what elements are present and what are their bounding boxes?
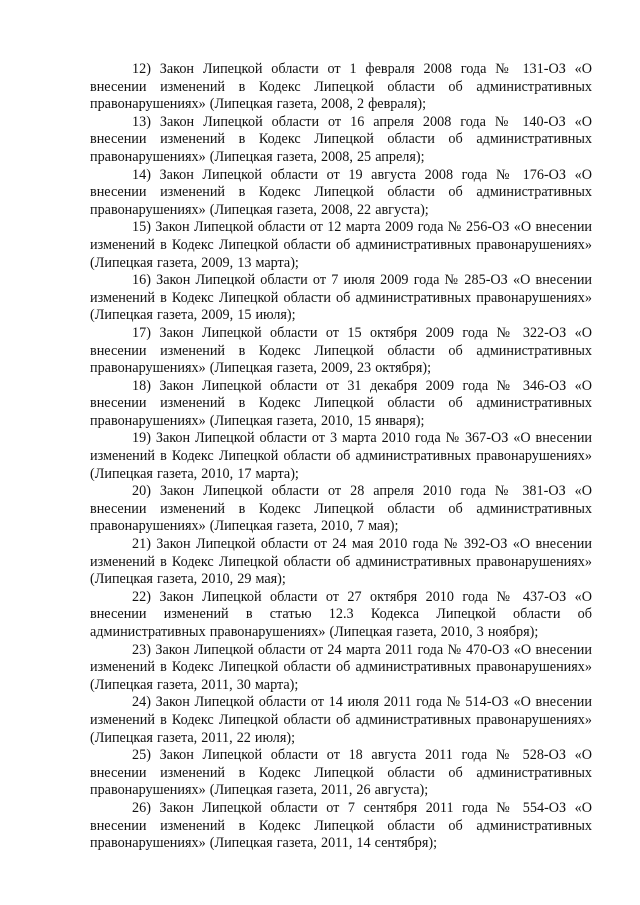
list-item: 17) Закон Липецкой области от 15 октября 2009 года № 322-ОЗ «О внесении изменений в Кодекс Липецкой области об административных правонарушениях» (Липецкая газета, 2009, 23 октября); xyxy=(90,324,592,377)
list-item: 14) Закон Липецкой области от 19 августа 2008 года № 176-ОЗ «О внесении изменений в Кодекс Липецкой области об административных правонарушениях» (Липецкая газета, 2008, 22 августа); xyxy=(90,166,592,218)
list-item: 20) Закон Липецкой области от 28 апреля 2010 года № 381-ОЗ «О внесении изменений в Кодекс Липецкой области об административных правонарушениях» (Липецкая газета, 2010, 7 мая); xyxy=(90,483,592,535)
list-item: 22) Закон Липецкой области от 27 октября 2010 года № 437-ОЗ «О внесении изменений в статью 12.3 Кодекса Липецкой области об административных правонарушениях» (Липецкая газета, 2010, 3 ноября); xyxy=(90,588,592,640)
list-item: 21) Закон Липецкой области от 24 мая 2010 года № 392-ОЗ «О внесении изменений в Кодекс Липецкой области об административных правонарушениях» (Липецкая газета, 2010, 29 мая); xyxy=(90,536,592,588)
list-item: 12) Закон Липецкой области от 1 февраля 2008 года № 131-ОЗ «О внесении изменений в Кодекс Липецкой области об административных правонарушениях» (Липецкая газета, 2008, 2 февраля); xyxy=(90,61,592,113)
list-item: 23) Закон Липецкой области от 24 марта 2011 года № 470-ОЗ «О внесении изменений в Кодекс Липецкой области об административных правонарушениях» (Липецкая газета, 2011, 30 марта); xyxy=(90,641,592,693)
list-item: 16) Закон Липецкой области от 7 июля 2009 года № 285-ОЗ «О внесении изменений в Кодекс Липецкой области об административных правонарушениях» (Липецкая газета, 2009, 15 июля); xyxy=(90,272,592,324)
list-item: 24) Закон Липецкой области от 14 июля 2011 года № 514-ОЗ «О внесении изменений в Кодекс Липецкой области об административных правонарушениях» (Липецкая газета, 2011, 22 июля); xyxy=(90,694,592,746)
list-item: 13) Закон Липецкой области от 16 апреля 2008 года № 140-ОЗ «О внесении изменений в Кодекс Липецкой области об административных правонарушениях» (Липецкая газета, 2008, 25 апреля); xyxy=(90,113,592,165)
list-item: 26) Закон Липецкой области от 7 сентября 2011 года № 554-ОЗ «О внесении изменений в Кодекс Липецкой области об административных правонарушениях» (Липецкая газета, 2011, 14 сентября); xyxy=(90,799,592,852)
list-item: 18) Закон Липецкой области от 31 декабря 2009 года № 346-ОЗ «О внесении изменений в Кодекс Липецкой области об административных правонарушениях» (Липецкая газета, 2010, 15 января); xyxy=(90,377,592,429)
list-item: 19) Закон Липецкой области от 3 марта 2010 года № 367-ОЗ «О внесении изменений в Кодекс Липецкой области об административных правонарушениях» (Липецкая газета, 2010, 17 марта); xyxy=(90,430,592,482)
document-page xyxy=(90,61,592,853)
list-item: 25) Закон Липецкой области от 18 августа 2011 года № 528-ОЗ «О внесении изменений в Кодекс Липецкой области об административных правонарушениях» (Липецкая газета, 2011, 26 августа); xyxy=(90,747,592,799)
list-item: 15) Закон Липецкой области от 12 марта 2009 года № 256-ОЗ «О внесении изменений в Кодекс Липецкой области об административных правонарушениях» (Липецкая газета, 2009, 13 марта); xyxy=(90,219,592,271)
